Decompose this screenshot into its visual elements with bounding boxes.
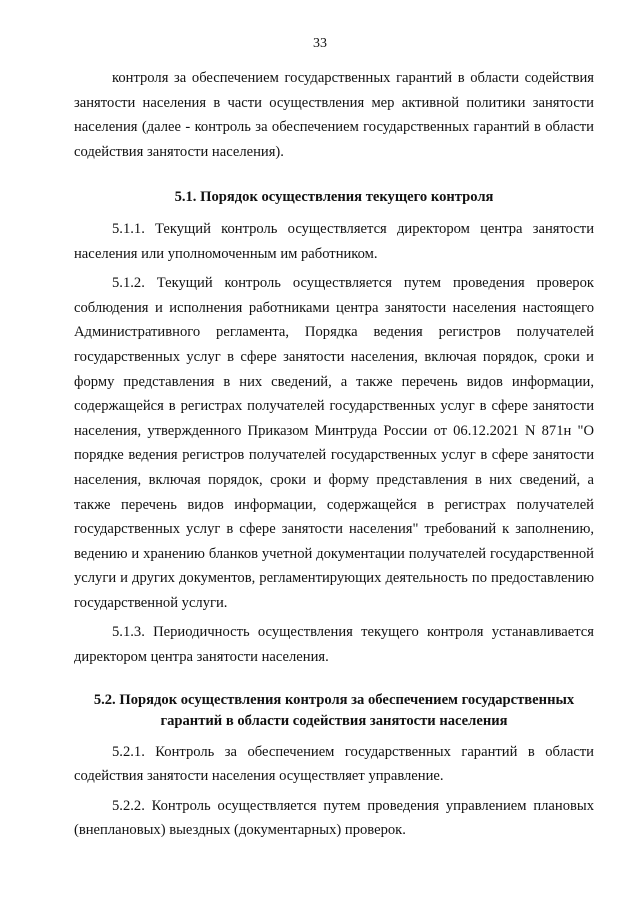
document-body — [74, 66, 594, 843]
section-heading-5-1: 5.1. Порядок осуществления текущего контроля — [174, 189, 494, 206]
paragraph-5-2-2: 5.2.2. Контроль осуществляется путем проведения управлением плановых (внеплановых) выездных (документарных) проверок. — [74, 797, 594, 839]
paragraph-5-1-1: 5.1.1. Текущий контроль осуществляется директором центра занятости населения или уполномоченным им работником. — [74, 220, 594, 262]
section-heading-5-2: 5.2. Порядок осуществления контроля за обеспечением государственных гарантий в области содействия занятости населения — [93, 691, 575, 729]
paragraph-5-1-2: 5.1.2. Текущий контроль осуществляется путем проведения проверок соблюдения и исполнения работниками центра занятости населения настоящего Административного регламента, Порядка ведения регистров получателей государственных услуг в сфере занятости населения, включая порядок, сроки и форму представления в них сведений, а также перечень видов информации, содержащейся в регистрах получателей государственных услуг в сфере занятости населения, утвержденного Приказом Минтруда России от 06.12.2021 N 871н "О порядке ведения регистров получателей государственных услуг в сфере занятости населения, включая порядок, сроки и форму представления в них сведений, а также перечень видов информации, содержащейся в регистрах получателей государственных услуг в сфере занятости населения" требований к заполнению, ведению и хранению бланков учетной документации получателей государственной услуги и других документов, регламентирующих деятельность по предоставлению государственной услуги. — [74, 275, 594, 611]
paragraph-5-2-1: 5.2.1. Контроль за обеспечением государственных гарантий в области содействия занятости населения осуществляет управление. — [74, 743, 594, 785]
page-number: 33 — [313, 36, 327, 51]
intro-paragraph: контроля за обеспечением государственных гарантий в области содействия занятости населения в части осуществления мер активной политики занятости населения (далее - контроль за обеспечением государственных гарантий в области содействия занятости населения). — [74, 70, 594, 160]
paragraph-5-1-3: 5.1.3. Периодичность осуществления текущего контроля устанавливается директором центра занятости населения. — [74, 624, 594, 666]
